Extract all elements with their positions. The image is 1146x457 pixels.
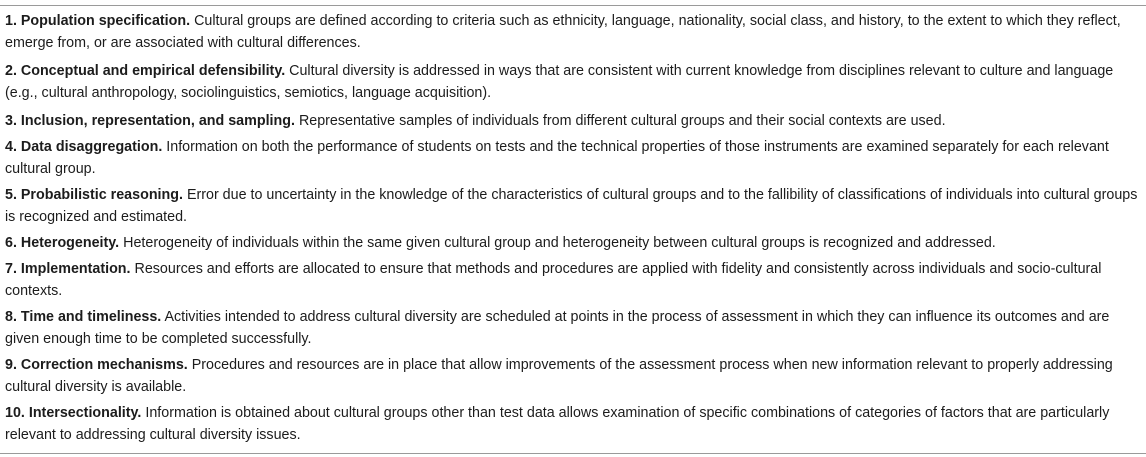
- criteria-term: 8. Time and timeliness.: [5, 309, 162, 325]
- criteria-term: 10. Intersectionality.: [5, 405, 142, 421]
- criteria-description: Cultural groups are defined according to criteria such as ethnicity, language, nationality, social class, and history, to the extent to which they reflect, emerge from, or are associated with cultural differences.: [5, 13, 1121, 51]
- criteria-term: 5. Probabilistic reasoning.: [5, 187, 183, 203]
- criteria-row-intersectionality: [5, 402, 1140, 446]
- criteria-term: 6. Heterogeneity.: [5, 235, 120, 251]
- criteria-term: 2. Conceptual and empirical defensibility.: [5, 63, 286, 79]
- criteria-row-inclusion-sampling: [5, 110, 1140, 132]
- criteria-row-time-timeliness: [5, 306, 1140, 350]
- criteria-description: Information on both the performance of students on tests and the technical properties of those instruments are examined separately for each relevant cultural group.: [5, 139, 1109, 177]
- criteria-row-data-disaggregation: [5, 136, 1140, 180]
- criteria-row-population-specification: [5, 10, 1140, 54]
- criteria-term: 3. Inclusion, representation, and sampling.: [5, 113, 295, 129]
- criteria-description: Procedures and resources are in place that allow improvements of the assessment process when new information relevant to properly addressing cultural diversity is available.: [5, 357, 1113, 395]
- criteria-row-implementation: [5, 258, 1140, 302]
- criteria-row-correction-mechanisms: [5, 354, 1140, 398]
- table-bottom-rule: [0, 453, 1146, 454]
- criteria-description: Heterogeneity of individuals within the same given cultural group and heterogeneity between cultural groups is recognized and addressed.: [119, 235, 996, 251]
- criteria-description: Cultural diversity is addressed in ways that are consistent with current knowledge from disciplines relevant to culture and language (e.g., cultural anthropology, sociolinguistics, semiotics, language acquisition).: [5, 63, 1114, 101]
- criteria-description: Resources and efforts are allocated to ensure that methods and procedures are applied with fidelity and consistently across individuals and socio-cultural contexts.: [5, 261, 1102, 299]
- criteria-row-conceptual-defensibility: [5, 60, 1140, 104]
- table-top-rule: [0, 5, 1146, 6]
- criteria-description: Error due to uncertainty in the knowledge of the characteristics of cultural groups and to the fallibility of classifications of individuals into cultural groups is recognized and estimated.: [5, 187, 1138, 225]
- criteria-term: 1. Population specification.: [5, 13, 191, 29]
- criteria-term: 4. Data disaggregation.: [5, 139, 163, 155]
- criteria-row-heterogeneity: [5, 232, 1140, 254]
- criteria-term: 9. Correction mechanisms.: [5, 357, 188, 373]
- criteria-description: Representative samples of individuals from different cultural groups and their social contexts are used.: [294, 113, 946, 129]
- criteria-row-probabilistic-reasoning: [5, 184, 1140, 228]
- criteria-term: 7. Implementation.: [5, 261, 131, 277]
- criteria-description: Activities intended to address cultural diversity are scheduled at points in the process of assessment in which they can influence its outcomes and are given enough time to be completed successfully.: [5, 309, 1110, 347]
- criteria-description: Information is obtained about cultural groups other than test data allows examination of specific combinations of categories of factors that are particularly relevant to addressing cultural diversity issues.: [5, 405, 1110, 443]
